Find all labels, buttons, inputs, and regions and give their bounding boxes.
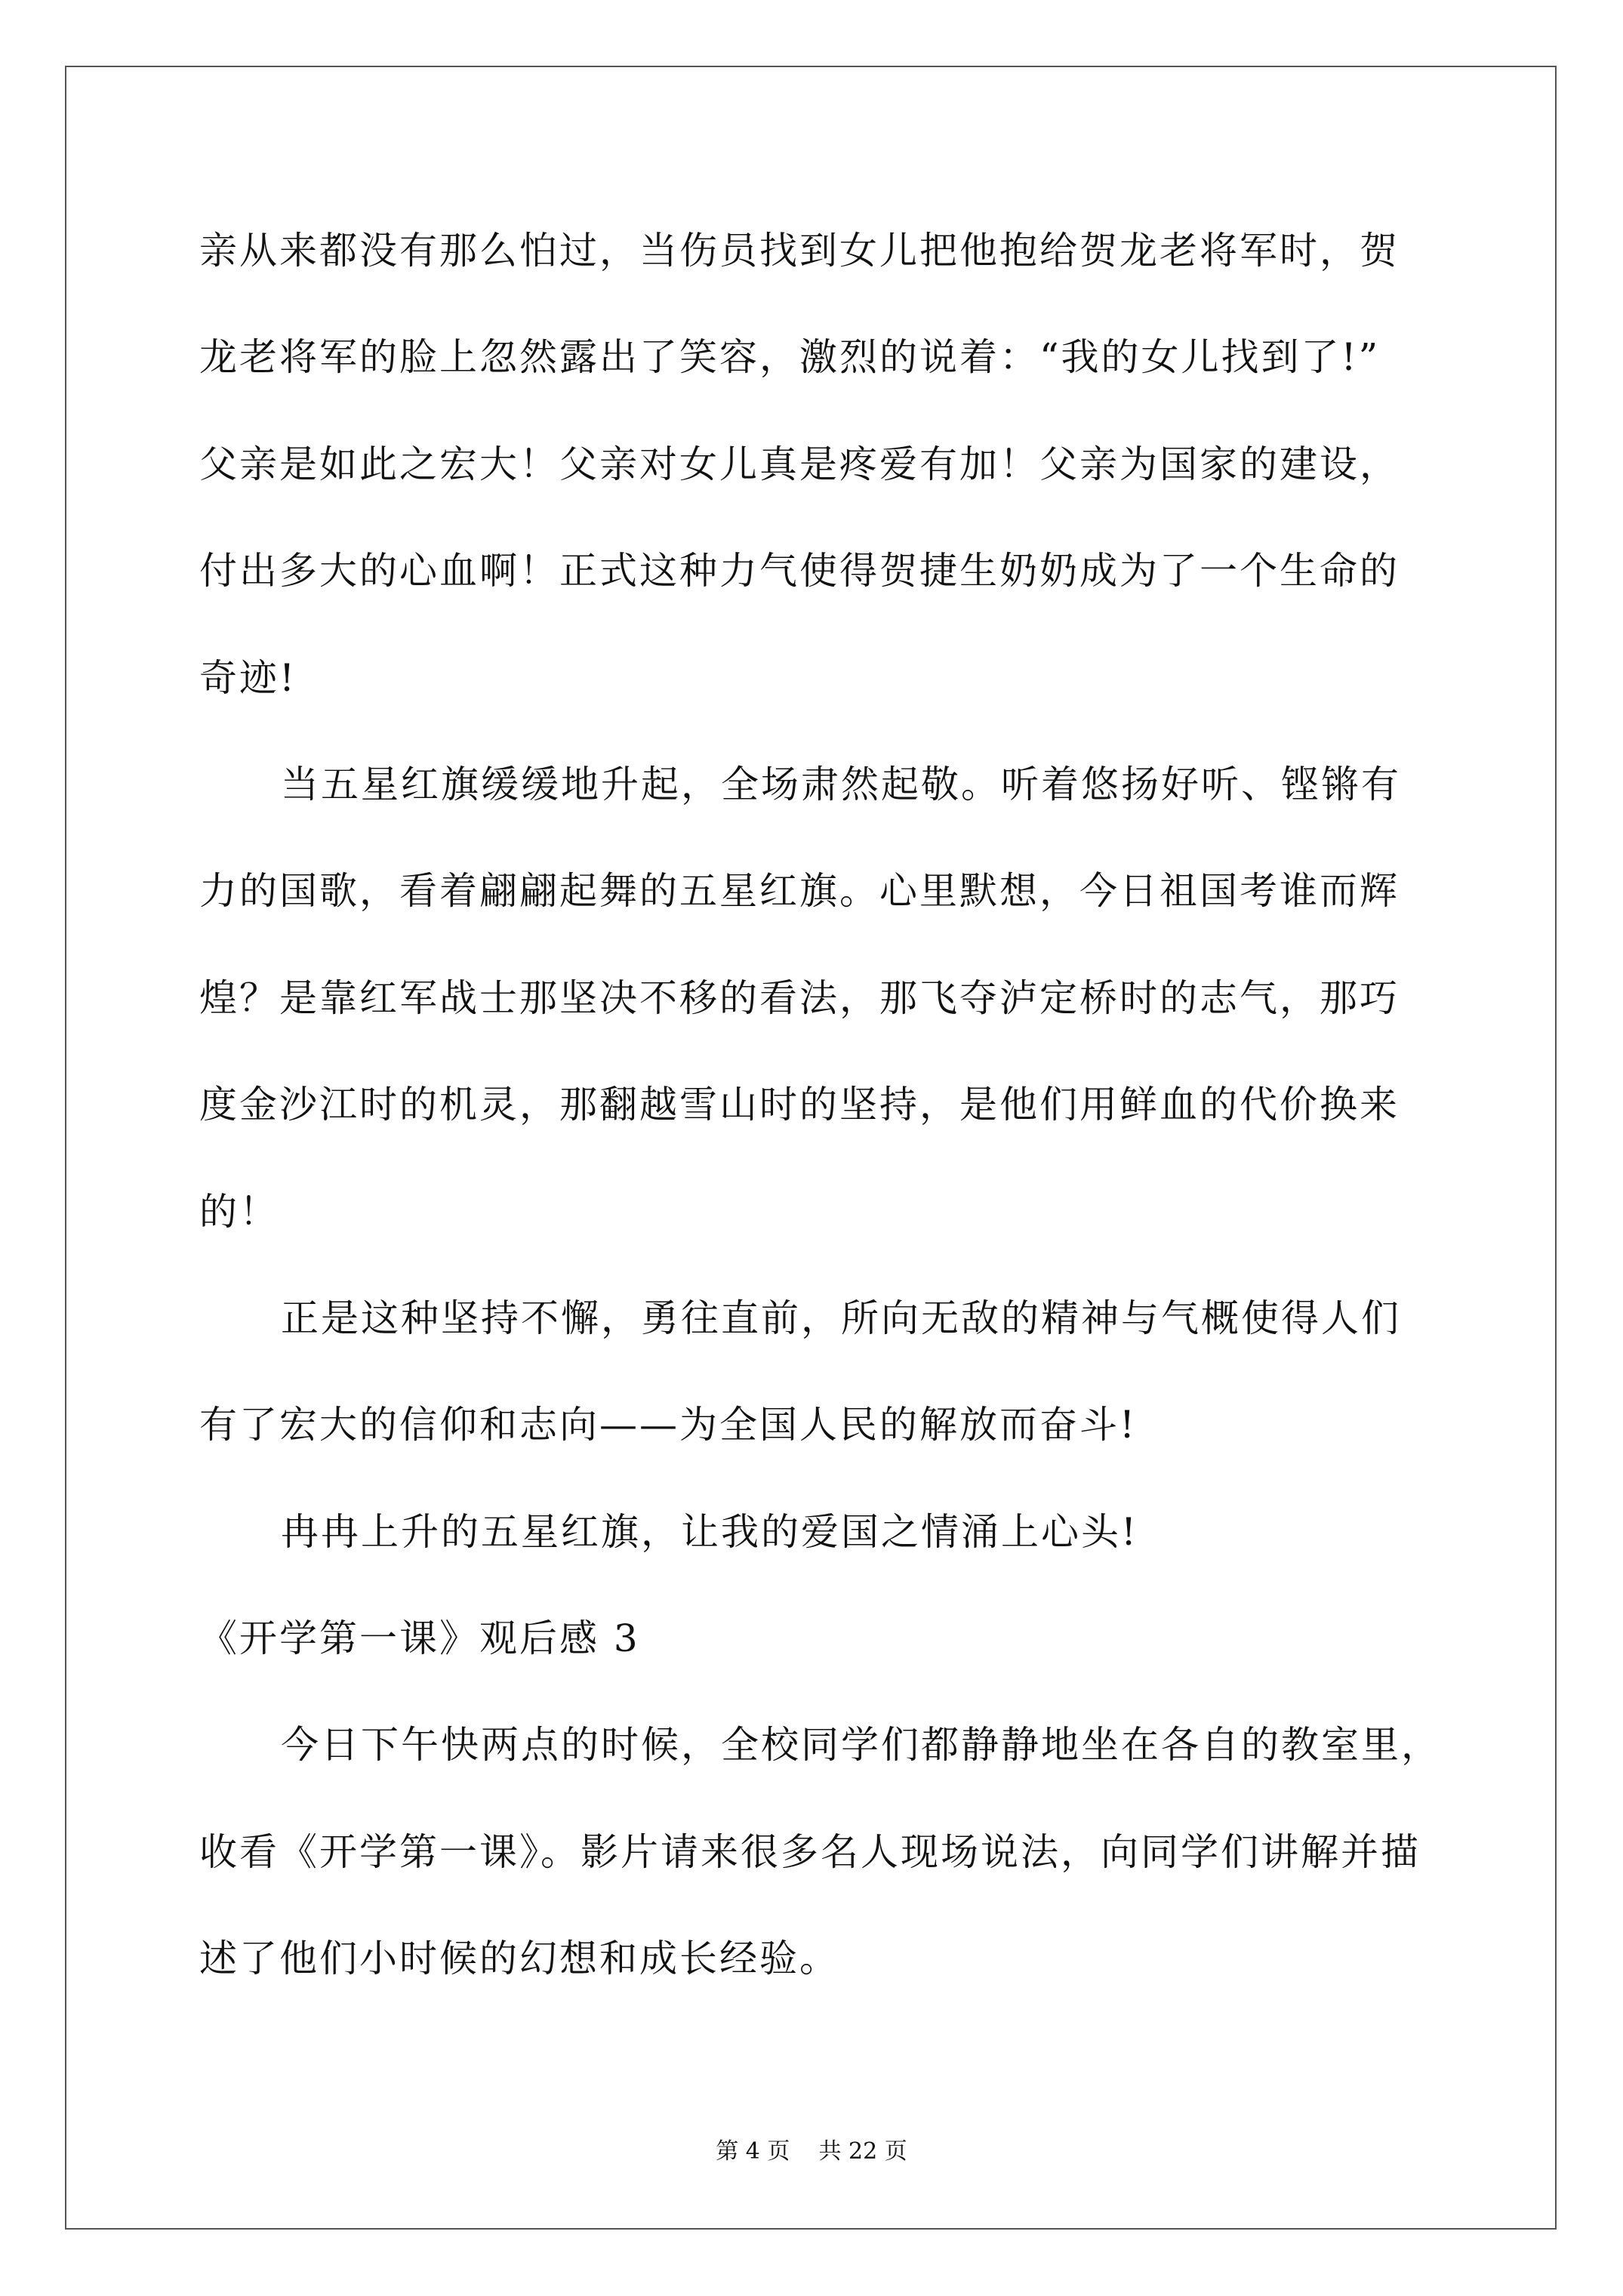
page-number-footer: 第 4 页 共 22 页 xyxy=(716,2138,907,2165)
text-line: 度金沙江时的机灵，那翻越雪山时的坚持，是他们用鲜血的代价换来 xyxy=(199,1083,1400,1126)
text-line: 亲从来都没有那么怕过，当伤员找到女儿把他抱给贺龙老将军时，贺 xyxy=(199,229,1400,273)
text-line: 收看《开学第一课》。影片请来很多名人现场说法，向同学们讲解并描 xyxy=(199,1830,1421,1874)
text-line: 当五星红旗缓缓地升起，全场肃然起敬。听着悠扬好听、铿锵有 xyxy=(281,763,1401,806)
section-heading: 《开学第一课》观后感 3 xyxy=(199,1616,640,1660)
text-line: 有了宏大的信仰和志向——为全国人民的解放而奋斗! xyxy=(199,1403,1138,1447)
text-line: 龙老将军的脸上忽然露出了笑容，激烈的说着：“我的女儿找到了!” xyxy=(199,335,1381,379)
text-line: 力的国歌，看着翩翩起舞的五星红旗。心里默想，今日祖国考谁而辉 xyxy=(199,869,1400,913)
text-line: 今日下午快两点的时候，全校同学们都静静地坐在各自的教室里， xyxy=(281,1723,1441,1767)
text-line: 父亲是如此之宏大！父亲对女儿真是疼爱有加！父亲为国家的建设， xyxy=(199,442,1400,486)
text-line: 冉冉上升的五星红旗，让我的爱国之情涌上心头! xyxy=(281,1510,1139,1554)
text-line: 正是这种坚持不懈，勇往直前，所向无敌的精神与气概使得人们 xyxy=(281,1296,1401,1340)
text-line: 煌？是靠红军战士那坚决不移的看法，那飞夺泸定桥时的志气，那巧 xyxy=(199,976,1400,1020)
page-border xyxy=(65,66,1557,2230)
text-line: 的！ xyxy=(199,1190,279,1234)
text-line: 奇迹! xyxy=(199,656,297,700)
text-line: 述了他们小时候的幻想和成长经验。 xyxy=(199,1937,839,1980)
text-line: 付出多大的心血啊！正式这种力气使得贺捷生奶奶成为了一个生命的 xyxy=(199,549,1400,593)
